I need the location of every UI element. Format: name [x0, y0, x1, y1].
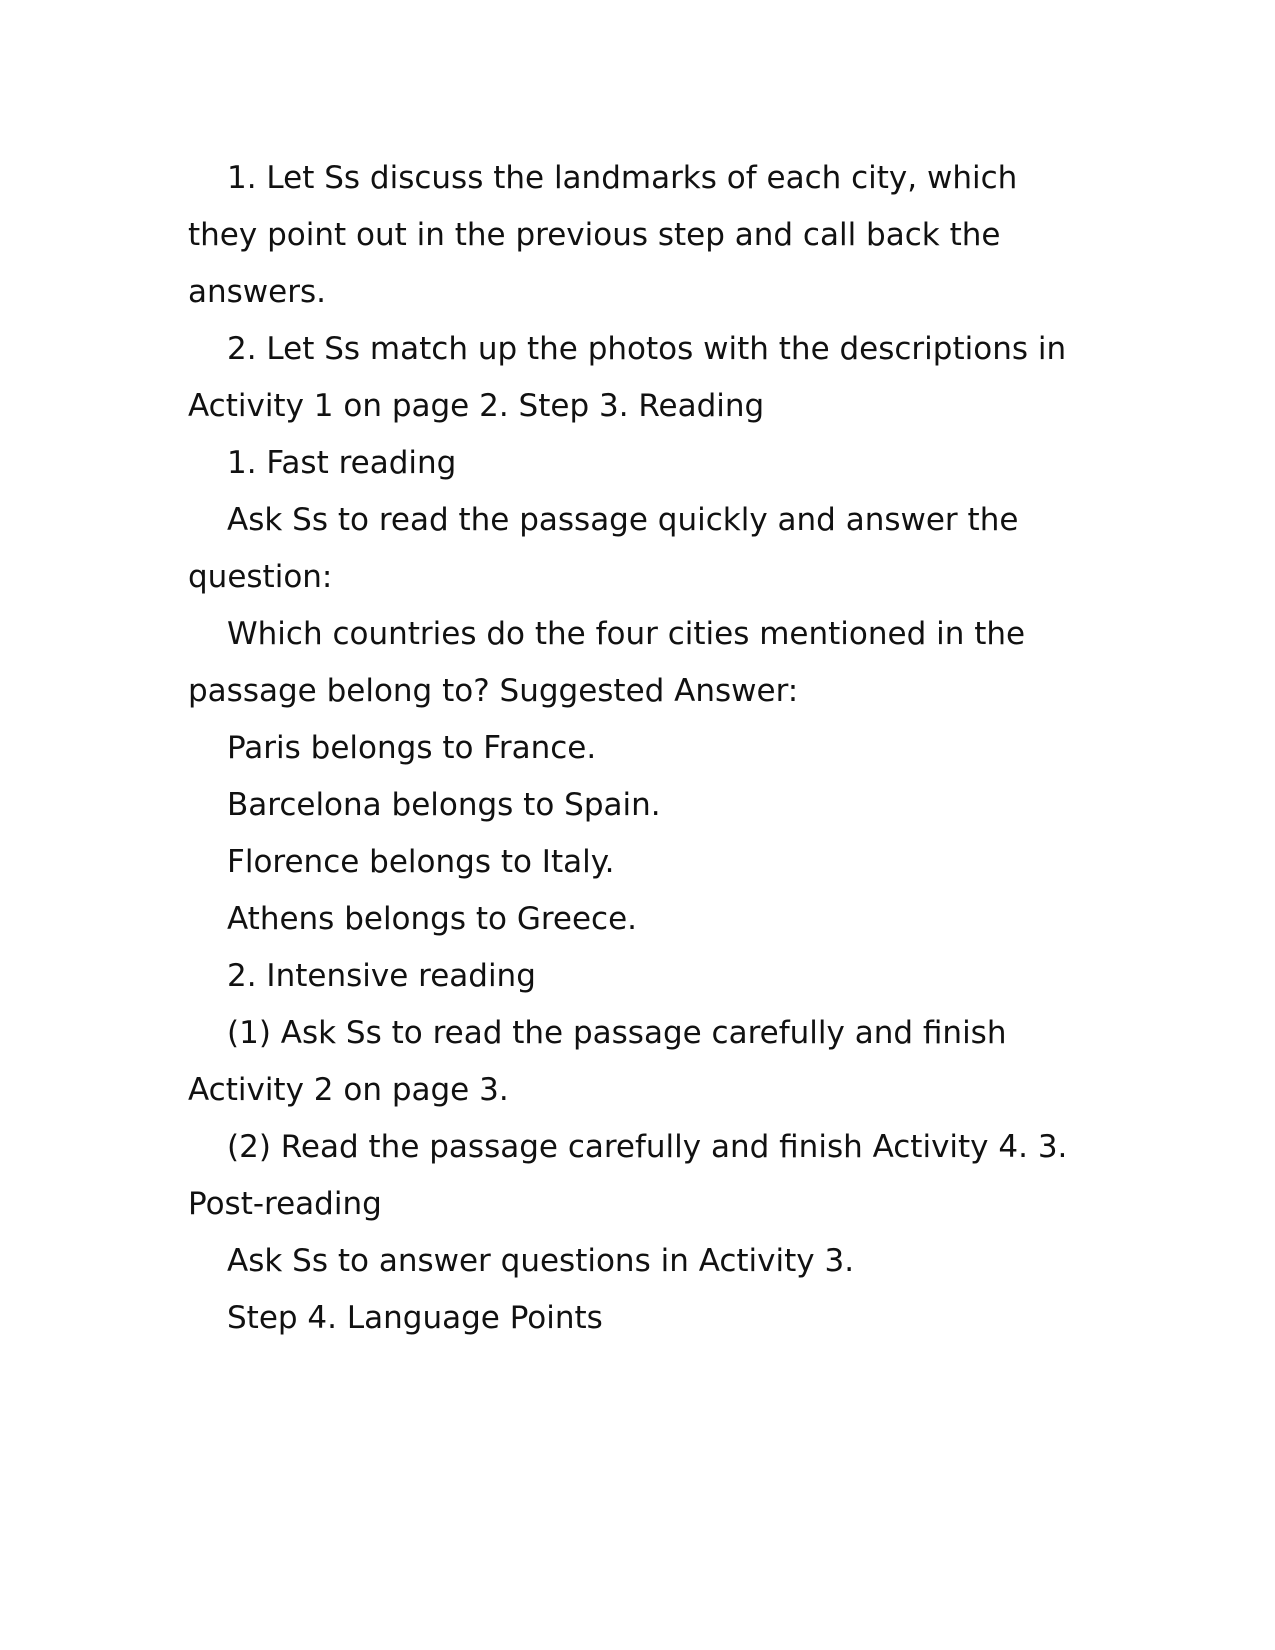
paragraph-question: Which countries do the four cities mentioned in the passage belong to? Suggested Answer: — [188, 616, 1026, 709]
paragraph-step4-heading: Step 4. Language Points — [227, 1300, 603, 1336]
document-body — [188, 150, 1093, 1347]
paragraph-answer-paris: Paris belongs to France. — [227, 730, 597, 766]
paragraph-intensive-reading-task-1: (1) Ask Ss to read the passage carefully and finish Activity 2 on page 3. — [188, 1015, 1007, 1108]
paragraph-answer-athens: Athens belongs to Greece. — [227, 901, 638, 937]
paragraph-fast-reading-instruction: Ask Ss to read the passage quickly and answer the question: — [188, 502, 1019, 595]
paragraph-fast-reading-heading: 1. Fast reading — [227, 445, 457, 481]
paragraph-answer-barcelona: Barcelona belongs to Spain. — [227, 787, 661, 823]
paragraph-answer-florence: Florence belongs to Italy. — [227, 844, 615, 880]
paragraph-step2-match-photos: 2. Let Ss match up the photos with the descriptions in Activity 1 on page 2. Step 3. Reading — [188, 331, 1067, 424]
paragraph-intensive-reading-heading: 2. Intensive reading — [227, 958, 536, 994]
paragraph-intensive-reading-task-2: (2) Read the passage carefully and finish Activity 4. 3. Post-reading — [188, 1129, 1068, 1222]
paragraph-post-reading-instruction: Ask Ss to answer questions in Activity 3. — [227, 1243, 855, 1279]
paragraph-step2-discuss-landmarks: 1. Let Ss discuss the landmarks of each city, which they point out in the previous step and call back the answers. — [188, 160, 1018, 310]
